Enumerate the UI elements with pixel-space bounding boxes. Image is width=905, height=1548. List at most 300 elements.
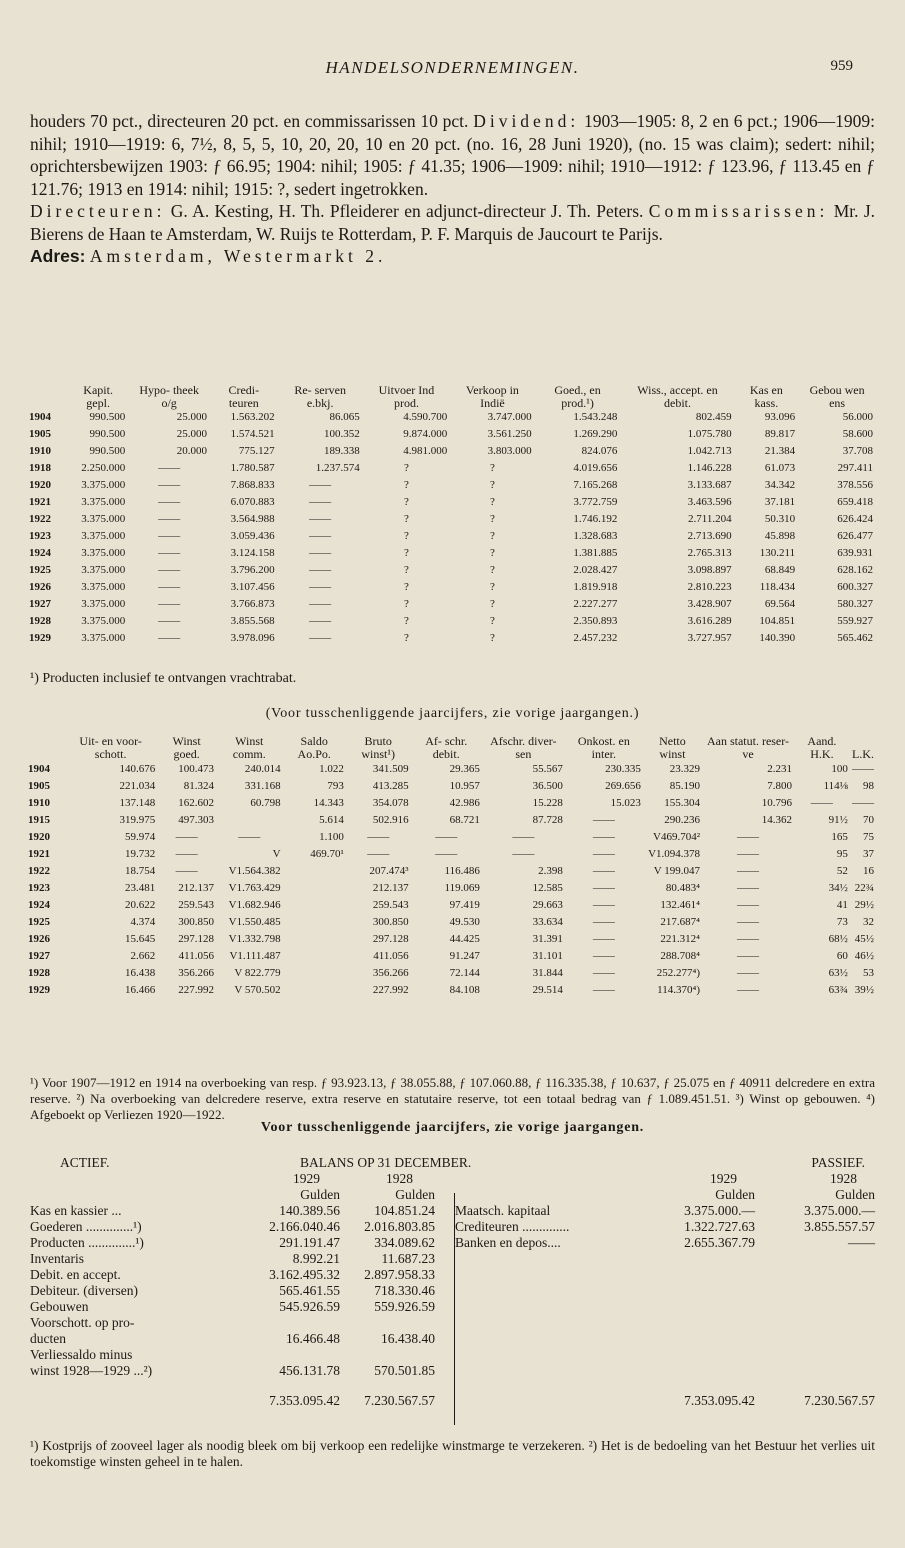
table-cell: 217.687⁴ xyxy=(660,916,701,928)
table1-header-cell: Kapit. gepl. xyxy=(83,383,113,410)
balance-row xyxy=(30,1363,875,1379)
table-cell: 2.765.313 xyxy=(687,547,732,559)
table-cell: 68.849 xyxy=(764,564,796,576)
table-row xyxy=(26,829,876,846)
table-cell: —— xyxy=(158,632,181,644)
table-cell: 4.019.656 xyxy=(573,462,618,474)
table-cell: 3.375.000 xyxy=(81,479,126,491)
table-cell: 29.663 xyxy=(532,899,563,911)
table-cell: ? xyxy=(489,615,495,627)
year-1929-right: 1929 xyxy=(710,1171,737,1186)
table-cell: —— xyxy=(592,950,615,962)
table-cell: ? xyxy=(489,564,495,576)
table-cell: —— xyxy=(158,615,181,627)
table-cell: 45½ xyxy=(854,933,874,945)
table-cell: 140.390 xyxy=(759,632,796,644)
table-cell: 221.312⁴ xyxy=(660,933,701,945)
table-cell: 990.500 xyxy=(89,445,126,457)
year-cell: 1929 xyxy=(28,984,50,996)
table1-header-cell: Gebou wen ens xyxy=(809,383,865,410)
table-cell: 3.766.873 xyxy=(230,598,275,610)
table-cell: —— xyxy=(309,479,332,491)
table-cell: 341.509 xyxy=(372,763,409,775)
table-cell: 130.211 xyxy=(759,547,796,559)
table-cell: —— xyxy=(435,831,458,843)
table-cell: 3.133.687 xyxy=(687,479,732,491)
table-cell: 2.662 xyxy=(130,950,156,962)
table-cell: 502.916 xyxy=(372,814,409,826)
table-row xyxy=(26,426,876,443)
table-cell: 3.803.000 xyxy=(487,445,532,457)
running-title: HANDELSONDERNEMINGEN. xyxy=(325,58,580,77)
commissioners-label: Commissarissen: xyxy=(648,201,829,221)
year-cell: 1921 xyxy=(29,496,51,508)
actief-item-1928: 2.016.803.85 xyxy=(364,1219,435,1234)
table-cell: 14.343 xyxy=(313,797,344,809)
table-cell: 98 xyxy=(863,780,874,792)
table-cell: 1.042.713 xyxy=(687,445,732,457)
table-cell: ? xyxy=(489,479,495,491)
table-cell: 659.418 xyxy=(837,496,873,508)
table-cell: —— xyxy=(736,916,759,928)
table-cell: 25.000 xyxy=(176,411,208,423)
table-cell: 300.850 xyxy=(372,916,409,928)
table-cell: ? xyxy=(489,632,495,644)
page-number: 959 xyxy=(830,58,853,74)
table-cell: 2.028.427 xyxy=(573,564,618,576)
table-cell: 1.574.521 xyxy=(230,428,275,440)
table-cell: —— xyxy=(736,882,759,894)
table-cell: —— xyxy=(736,848,759,860)
table-row xyxy=(26,778,876,795)
table-cell: 15.228 xyxy=(532,797,563,809)
passief-label: PASSIEF. xyxy=(811,1155,865,1170)
table-cell: 29½ xyxy=(854,899,874,911)
table-cell: ? xyxy=(404,598,409,610)
table-cell: ? xyxy=(489,547,495,559)
table-row xyxy=(26,613,876,630)
table-cell: 58.600 xyxy=(842,428,873,440)
table-row xyxy=(26,863,876,880)
table-row xyxy=(26,545,876,562)
table-cell: 227.992 xyxy=(178,984,214,996)
table-cell: 118.434 xyxy=(759,581,796,593)
table-cell: 626.477 xyxy=(837,530,873,542)
table1-header-cell: Hypo- theek o/g xyxy=(139,383,199,410)
table-cell: 356.266 xyxy=(178,967,214,979)
actief-item-label: ducten xyxy=(30,1331,66,1346)
table-cell xyxy=(283,948,346,965)
table-cell: ? xyxy=(404,547,409,559)
year-1929-left: 1929 xyxy=(293,1171,320,1186)
table-cell: —— xyxy=(158,513,181,525)
actief-item-1928: 104.851.24 xyxy=(374,1203,435,1218)
table-cell: 15.023 xyxy=(610,797,641,809)
table1-header-cell: Kas en kass. xyxy=(749,383,783,410)
financial-table-2 xyxy=(26,735,876,999)
table-cell: 37.708 xyxy=(842,445,873,457)
table-cell: —— xyxy=(736,933,759,945)
balance-row xyxy=(30,1203,875,1219)
page-header xyxy=(0,58,905,84)
year-cell: 1922 xyxy=(29,513,51,525)
table-cell: 3.098.897 xyxy=(687,564,732,576)
table-row xyxy=(26,880,876,897)
balance-totals-row xyxy=(30,1393,875,1409)
table2-header-cell: L.K. xyxy=(851,747,874,761)
balance-unit-row xyxy=(30,1187,875,1203)
actief-item-1929: 140.389.56 xyxy=(279,1203,340,1218)
table-cell: ? xyxy=(404,530,409,542)
table-cell: 378.556 xyxy=(837,479,873,491)
table-cell: 4.981.000 xyxy=(403,445,448,457)
table-cell: 3.375.000 xyxy=(81,598,126,610)
table-row xyxy=(26,562,876,579)
table-cell: 89.817 xyxy=(764,428,796,440)
table-cell: 86.065 xyxy=(329,411,360,423)
table-row xyxy=(26,477,876,494)
table1-note: (Voor tusschenliggende jaarcijfers, zie vorige jaargangen.) xyxy=(265,706,640,721)
table-cell: 87.728 xyxy=(532,814,563,826)
table1-header-cell: Goed., en prod.¹) xyxy=(554,383,601,410)
table-cell: —— xyxy=(810,797,833,809)
year-cell: 1928 xyxy=(29,615,51,627)
table-cell: 2.713.690 xyxy=(687,530,732,542)
year-cell: 1928 xyxy=(28,967,50,979)
table-cell: V1.682.946 xyxy=(228,899,281,911)
table-cell: 2.231 xyxy=(767,763,792,775)
table-cell: 46½ xyxy=(854,950,874,962)
table-cell: 3.375.000 xyxy=(81,564,126,576)
table-row xyxy=(26,528,876,545)
table-cell: 52 xyxy=(836,865,848,877)
table-cell: 95 xyxy=(836,848,848,860)
year-cell: 1910 xyxy=(28,797,50,809)
table-cell: 1.819.918 xyxy=(573,581,618,593)
table-cell: 68.721 xyxy=(449,814,480,826)
table-cell: 16 xyxy=(863,865,874,877)
table-cell: 15.645 xyxy=(124,933,156,945)
table2-header-cell: Winst goed. xyxy=(172,734,201,761)
table2-header-cell: Aand. H.K. xyxy=(807,734,837,761)
table-cell: 10.957 xyxy=(449,780,480,792)
table-cell: 288.708⁴ xyxy=(660,950,701,962)
actief-item-1928: 11.687.23 xyxy=(381,1251,435,1266)
year-cell: 1920 xyxy=(29,479,51,491)
table1-header-cell: Re- serven e.bkj. xyxy=(294,383,346,410)
table-cell: 84.108 xyxy=(449,984,480,996)
total-actief-1929: 7.353.095.42 xyxy=(269,1393,340,1408)
table-cell: 37 xyxy=(863,848,874,860)
passief-item-1929: 3.375.000.— xyxy=(684,1203,755,1218)
table-cell: 1.269.290 xyxy=(573,428,618,440)
table-cell: 7.165.268 xyxy=(573,479,618,491)
address-paragraph xyxy=(30,245,875,268)
year-cell: 1924 xyxy=(28,899,50,911)
balance-row xyxy=(30,1283,875,1299)
table-cell: 3.428.907 xyxy=(687,598,732,610)
balance-row xyxy=(30,1267,875,1283)
table-cell: —— xyxy=(309,615,332,627)
table-cell: 50.310 xyxy=(764,513,796,525)
table-cell: 114⅛ xyxy=(823,780,848,792)
table-cell: 25.000 xyxy=(176,428,208,440)
table-cell: 411.056 xyxy=(373,950,409,962)
table-cell: 411.056 xyxy=(178,950,214,962)
table-cell xyxy=(216,812,283,829)
table-cell: 41 xyxy=(836,899,848,911)
table2-header-cell: Onkost. en inter. xyxy=(577,734,630,761)
table-cell: 269.656 xyxy=(605,780,641,792)
table-cell: 29.514 xyxy=(532,984,563,996)
table-cell: 29.365 xyxy=(449,763,480,775)
table-cell: 990.500 xyxy=(89,428,126,440)
year-cell: 1924 xyxy=(29,547,51,559)
table-cell: 3.561.250 xyxy=(487,428,532,440)
table-cell: 63½ xyxy=(828,967,848,979)
table-cell: 3.727.957 xyxy=(687,632,732,644)
table-cell: 60.798 xyxy=(250,797,281,809)
year-cell: 1927 xyxy=(28,950,50,962)
table-cell: V 570.502 xyxy=(234,984,281,996)
balance-footnote: ¹) Kostprijs of zooveel lager als noodig bleek om bij verkoop een redelijke winstmarge te verzekeren. ²) Het is de bedoeling van het Bestuur het verlies uit toekomstige winsten geheel in te halen. xyxy=(30,1438,875,1469)
table-cell: —— xyxy=(592,865,615,877)
table-cell: ? xyxy=(489,581,495,593)
table2-note: Voor tusschenliggende jaarcijfers, zie vorige jaargangen. xyxy=(260,1120,645,1135)
table-cell: 189.338 xyxy=(323,445,360,457)
table-cell: 49.530 xyxy=(449,916,480,928)
table-cell xyxy=(283,863,346,880)
table-cell: 2.810.223 xyxy=(687,581,732,593)
total-actief-1928: 7.230.567.57 xyxy=(364,1393,435,1408)
table1-header-cell xyxy=(26,384,68,409)
table2-header-cell: Saldo Ao.Po. xyxy=(297,734,331,761)
table-cell: ? xyxy=(404,615,409,627)
table-cell: 580.327 xyxy=(837,598,873,610)
table-row xyxy=(26,596,876,613)
unit-left-2: Gulden xyxy=(395,1187,435,1202)
table-cell: 297.128 xyxy=(372,933,409,945)
text-founders: houders 70 pct., directeuren 20 pct. en commissarissen 10 pct. xyxy=(30,111,469,131)
table-cell: 1.022 xyxy=(319,763,344,775)
dividend-paragraph xyxy=(30,110,875,200)
financial-table-1 xyxy=(26,384,876,647)
table-cell: ? xyxy=(404,462,409,474)
table-cell: 793 xyxy=(327,780,344,792)
table2-header-cell: Winst comm. xyxy=(232,734,266,761)
table-row xyxy=(26,460,876,477)
year-cell: 1905 xyxy=(28,780,50,792)
table1-header-cell: Credi- teuren xyxy=(228,383,260,410)
table-cell: 300.850 xyxy=(178,916,214,928)
table-cell: 91.247 xyxy=(449,950,480,962)
table-cell: —— xyxy=(309,530,332,542)
table-cell: 3.375.000 xyxy=(81,496,126,508)
table-cell: —— xyxy=(175,831,198,843)
actief-item-label: Producten ..............¹) xyxy=(30,1235,144,1250)
table-cell: —— xyxy=(367,831,390,843)
table-cell: V1.332.798 xyxy=(228,933,281,945)
table-cell: 3.855.568 xyxy=(230,615,275,627)
balance-row xyxy=(30,1219,875,1235)
table-cell: —— xyxy=(592,984,615,996)
company-description xyxy=(30,110,875,268)
table-cell: 990.500 xyxy=(89,411,126,423)
table-cell: —— xyxy=(309,496,332,508)
actief-item-1929: 3.162.495.32 xyxy=(269,1267,340,1282)
table-cell: 137.148 xyxy=(119,797,156,809)
passief-item-label: Banken en depos.... xyxy=(455,1235,561,1250)
table-cell: 4.374 xyxy=(130,916,156,928)
table-cell: 39½ xyxy=(854,984,874,996)
actief-item-1929: 16.466.48 xyxy=(286,1331,340,1346)
table-cell: —— xyxy=(592,848,615,860)
total-passief-1928: 7.230.567.57 xyxy=(804,1393,875,1408)
table-cell: —— xyxy=(592,882,615,894)
directors-text: G. A. Kesting, H. Th. Pfleiderer en adjunct-directeur J. Th. Peters. xyxy=(170,201,644,221)
balance-row xyxy=(30,1299,875,1315)
table-cell: 162.602 xyxy=(178,797,214,809)
table-cell: 240.014 xyxy=(244,763,281,775)
table2-body xyxy=(26,761,876,999)
table-cell: —— xyxy=(592,831,615,843)
dividend-text: 1903—1905: 8, 2 en 6 pct.; 1906—1909: nihil; 1910—1919: 6, 7½, 8, 5, 5, 10, 20, 20, 10 en 20 pct. (no. 16, 28 Juni 1920), (no. 15 was claim); sedert: nihil; oprichtersbewijzen 1903: ƒ 66.95; 1904: nihil; 1905: ƒ 41.35; 1906—1909: nihil; 1910—1912: ƒ 123.96, ƒ 113.45 en ƒ 121.76; 1913 en 1914: nihil; 1915: ?, sedert ingetrokken. xyxy=(30,111,875,199)
unit-right-2: Gulden xyxy=(835,1187,875,1202)
table-cell: 1.746.192 xyxy=(573,513,618,525)
table-cell: V1.763.429 xyxy=(228,882,281,894)
table-cell: 227.992 xyxy=(372,984,409,996)
table-cell: ? xyxy=(489,462,495,474)
table-cell: 104.851 xyxy=(759,615,796,627)
table-cell: 3.375.000 xyxy=(81,632,126,644)
table-row xyxy=(26,897,876,914)
table1-header-cell: Verkoop in Indië xyxy=(465,383,519,410)
passief-item-1928: —— xyxy=(848,1235,875,1250)
actief-label: ACTIEF. xyxy=(60,1155,110,1170)
passief-item-label: Crediteuren .............. xyxy=(455,1219,570,1234)
table-cell: 319.975 xyxy=(119,814,156,826)
table-cell: 100.473 xyxy=(178,763,214,775)
table2-header-row xyxy=(26,735,876,761)
balance-row xyxy=(30,1347,875,1363)
table-cell: 3.616.289 xyxy=(687,615,732,627)
table-cell xyxy=(283,914,346,931)
table1-footnote: ¹) Producten inclusief te ontvangen vrachtrabat. xyxy=(30,671,297,686)
table-cell: 297.128 xyxy=(178,933,214,945)
table-cell: 600.327 xyxy=(837,581,873,593)
table-cell: 23.481 xyxy=(124,882,156,894)
table-cell: 60 xyxy=(836,950,848,962)
table2-header-cell xyxy=(26,735,64,761)
table-cell: —— xyxy=(158,530,181,542)
table-row xyxy=(26,812,876,829)
table-cell: 100 xyxy=(831,763,848,775)
table-cell: 6.070.883 xyxy=(230,496,275,508)
table-cell: —— xyxy=(158,547,181,559)
year-cell: 1910 xyxy=(29,445,51,457)
table-cell: —— xyxy=(736,899,759,911)
table-cell: 75 xyxy=(863,831,874,843)
table-cell: 824.076 xyxy=(581,445,618,457)
table-cell: 114.370⁴) xyxy=(657,984,701,996)
table-cell: —— xyxy=(592,967,615,979)
table-cell: 73 xyxy=(836,916,848,928)
table-cell: 3.375.000 xyxy=(81,530,126,542)
table-cell: 2.227.277 xyxy=(573,598,618,610)
actief-item-label: Debiteur. (diversen) xyxy=(30,1283,138,1298)
table-cell: 2.457.232 xyxy=(573,632,618,644)
table2-header-cell: Aan statut. reser- ve xyxy=(706,734,790,761)
table-cell: 72.144 xyxy=(449,967,480,979)
address-text: Amsterdam, Westermarkt 2. xyxy=(89,246,387,266)
year-cell: 1904 xyxy=(28,763,50,775)
table-cell: 85.190 xyxy=(669,780,701,792)
table-cell: 1.237.574 xyxy=(315,462,360,474)
table-cell: 22¾ xyxy=(854,882,874,894)
balance-year-row xyxy=(30,1171,875,1187)
year-cell: 1921 xyxy=(28,848,50,860)
table-cell: 354.078 xyxy=(372,797,409,809)
table-cell: 10.796 xyxy=(761,797,792,809)
table1-header-cell: Uitvoer Ind prod. xyxy=(378,383,435,410)
year-cell: 1923 xyxy=(29,530,51,542)
passief-item-1929: 2.655.367.79 xyxy=(684,1235,755,1250)
table-cell: 775.127 xyxy=(238,445,275,457)
year-cell: 1905 xyxy=(29,428,51,440)
table-cell: 165 xyxy=(831,831,848,843)
actief-item-1928: 16.438.40 xyxy=(381,1331,435,1346)
table-cell: 155.304 xyxy=(664,797,701,809)
actief-item-label: Voorschott. op pro- xyxy=(30,1315,135,1330)
passief-item-1929: 1.322.727.63 xyxy=(684,1219,755,1234)
table-row xyxy=(26,931,876,948)
table-row xyxy=(26,795,876,812)
year-cell: 1929 xyxy=(29,632,51,644)
table-cell: —— xyxy=(512,848,535,860)
table-cell: 44.425 xyxy=(449,933,480,945)
table-cell: 3.124.158 xyxy=(230,547,275,559)
table-cell: 53 xyxy=(863,967,874,979)
table-row xyxy=(26,579,876,596)
actief-item-1929: 291.191.47 xyxy=(279,1235,340,1250)
table-cell xyxy=(283,897,346,914)
actief-item-label: Kas en kassier ... xyxy=(30,1203,122,1218)
table-cell: —— xyxy=(158,564,181,576)
table-cell: 19.732 xyxy=(124,848,156,860)
year-cell: 1925 xyxy=(29,564,51,576)
actief-item-1929: 565.461.55 xyxy=(279,1283,340,1298)
table-cell: 3.375.000 xyxy=(81,581,126,593)
actief-item-label: winst 1928—1929 ...²) xyxy=(30,1363,153,1378)
table-cell: 626.424 xyxy=(837,513,873,525)
table-cell: —— xyxy=(238,831,261,843)
table-cell: —— xyxy=(851,797,874,809)
actief-item-1928: 718.330.46 xyxy=(374,1283,435,1298)
table-row xyxy=(26,761,876,778)
table2-header-cell: Af- schr. debit. xyxy=(425,734,468,761)
table-cell: 297.411 xyxy=(837,462,873,474)
table-cell xyxy=(283,982,346,999)
table-cell: 559.927 xyxy=(837,615,873,627)
table-row xyxy=(26,914,876,931)
table-cell: 1.328.683 xyxy=(573,530,618,542)
table-cell: 1.075.780 xyxy=(687,428,732,440)
table-cell: 100.352 xyxy=(323,428,360,440)
table-cell xyxy=(283,965,346,982)
table-cell: 212.137 xyxy=(178,882,214,894)
table-cell: 413.285 xyxy=(372,780,409,792)
table-cell: —— xyxy=(158,496,181,508)
